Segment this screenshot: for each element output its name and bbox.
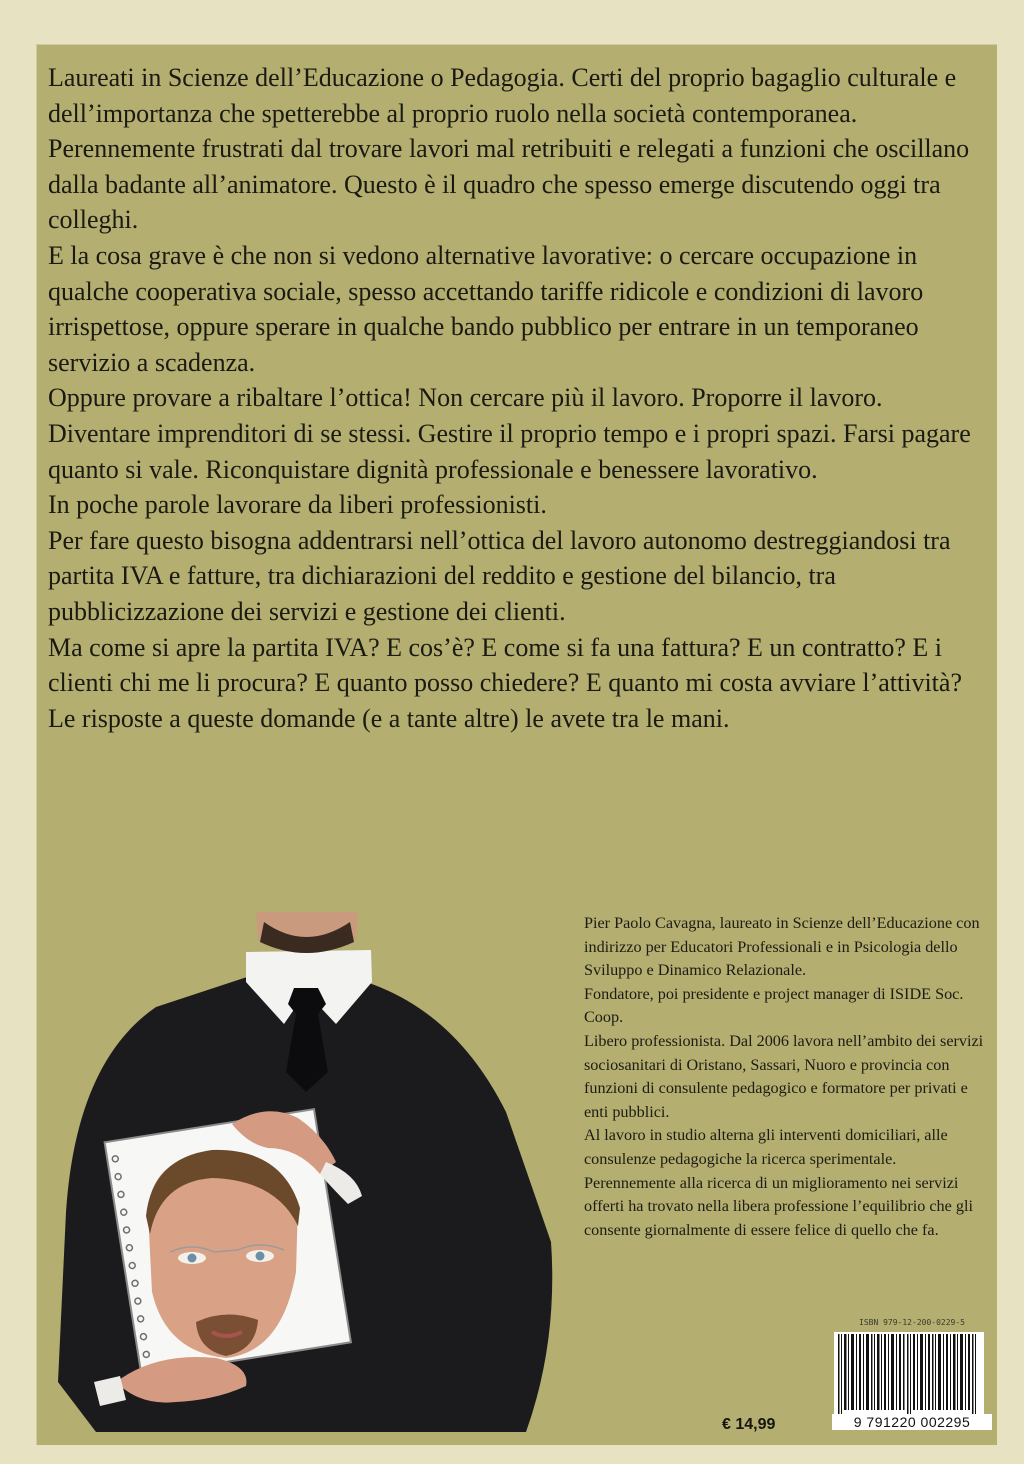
author-bio-paragraph-1: Pier Paolo Cavagna, laureato in Scienze dell’Educazione con indirizzo per Educatori Professionali e in Psicologia dello Sviluppo e Dinamico Relazionale.	[584, 914, 980, 980]
author-bio-paragraph-3: Libero professionista. Dal 2006 lavora nell’ambito dei servizi sociosanitari di Oristano, Sassari, Nuoro e provincia con funzioni di consulente pedagogico e formatore per privati e enti pubblici.	[584, 1031, 984, 1121]
blurb-paragraph-7: Per fare questo bisogna addentrarsi nell’ottica del lavoro autonomo destreggiandosi tra partita IVA e fatture, tra dichiarazioni del reddito e gestione del bilancio, tra pubblicizzazione dei servizi e gestione dei clienti.	[48, 525, 951, 626]
blurb-paragraph-6: In poche parole lavorare da liberi professionisti.	[48, 490, 547, 520]
author-bio-paragraph-2: Fondatore, poi presidente e project manager di ISIDE Soc. Coop.	[584, 984, 964, 1027]
isbn-number: 9 791220 002295	[832, 1414, 992, 1430]
price-label: € 14,99	[722, 1416, 776, 1433]
blurb-paragraph-5: Diventare imprenditori di se stessi. Gestire il proprio tempo e i propri spazi. Farsi pagare quanto si vale. Riconquistare dignità professionale e benessere lavorativo.	[48, 418, 971, 484]
blurb-text	[48, 60, 978, 736]
isbn-label: ISBN 979-12-200-0229-5	[859, 1318, 965, 1327]
author-photo	[36, 912, 576, 1442]
author-bio-paragraph-4: Al lavoro in studio alterna gli interventi domiciliari, alle consulenze pedagogiche la ricerca sperimentale.	[584, 1126, 948, 1168]
isbn-barcode-block	[832, 1318, 992, 1436]
blurb-paragraph-4: Oppure provare a ribaltare l’ottica! Non cercare più il lavoro. Proporre il lavoro.	[48, 383, 883, 413]
blurb-paragraph-9: Le risposte a queste domande (e a tante altre) le avete tra le mani.	[48, 703, 730, 733]
author-bio	[584, 912, 988, 1242]
blurb-paragraph-3: E la cosa grave è che non si vedono alternative lavorative: o cercare occupazione in qualche cooperativa sociale, spesso accettando tariffe ridicole e condizioni di lavoro irrispettose, oppure sperare in qualche bando pubblico per entrare in un temporaneo servizio a scadenza.	[48, 240, 924, 377]
author-bio-paragraph-5: Perennemente alla ricerca di un miglioramento nei servizi offerti ha trovato nella libera professione l’equilibrio che gli consente giornalmente di essere felice di quello che fa.	[584, 1173, 973, 1239]
blurb-paragraph-2: Perennemente frustrati dal trovare lavori mal retribuiti e relegati a funzioni che oscillano dalla badante all’animatore. Questo è il quadro che spesso emerge discutendo oggi tra colleghi.	[48, 134, 970, 235]
blurb-paragraph-8: Ma come si apre la partita IVA? E cos’è? E come si fa una fattura? E un contratto? E i clienti chi me li procura? E quanto posso chiedere? E quanto mi costa avviare l’attività?	[48, 632, 962, 698]
blurb-paragraph-1: Laureati in Scienze dell’Educazione o Pedagogia. Certi del proprio bagaglio culturale e dell’importanza che spetterebbe al proprio ruolo nella società contemporanea.	[48, 63, 957, 128]
barcode-icon	[834, 1332, 984, 1414]
